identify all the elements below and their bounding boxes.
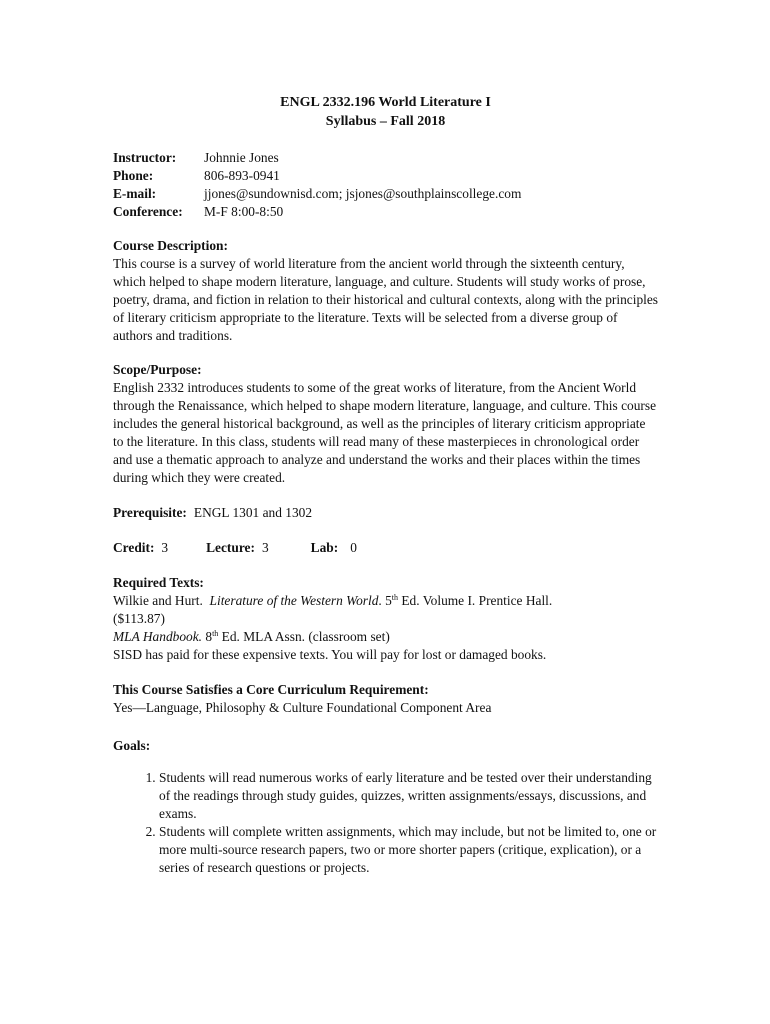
book2-edition-suffix: th: [212, 629, 219, 638]
syllabus-term: Syllabus – Fall 2018: [325, 114, 446, 129]
lecture-value: 3: [261, 540, 269, 555]
lab-label: Lab:: [310, 540, 339, 555]
book1-publisher: Ed. Volume I. Prentice Hall.: [398, 593, 553, 608]
book2-title: MLA Handbook.: [113, 629, 203, 644]
credit-label: Credit:: [113, 540, 155, 555]
info-row-conference: [113, 203, 658, 221]
book1-authors: Wilkie and Hurt.: [113, 593, 203, 608]
goal-item: 2. Students will complete written assignments, which may include, but not be limited to, one or more multi-source research papers, two or more shorter papers (critique, explication), or a series of research questions or projects.: [159, 823, 658, 877]
required-texts-heading: Required Texts:: [113, 575, 204, 590]
conference-label: Conference:: [113, 204, 183, 219]
book2-publisher: Ed. MLA Assn. (classroom set): [218, 629, 390, 644]
core-curriculum-heading: This Course Satisfies a Core Curriculum Requirement:: [113, 682, 429, 697]
goals-heading: Goals:: [113, 738, 151, 753]
goal-item: 1. Students will read numerous works of early literature and be tested over their understanding of the readings through study guides, quizzes, written assignments/essays, discussions, and exams.: [159, 769, 658, 823]
info-row-instructor: [113, 149, 658, 167]
book2-citation: [113, 628, 658, 646]
instructor-value: Johnnie Jones: [204, 150, 279, 165]
prerequisite-row: [113, 504, 658, 522]
core-curriculum-text: Yes—Language, Philosophy & Culture Foundational Component Area: [113, 700, 492, 715]
lab-value: 0: [350, 540, 357, 555]
info-row-phone: [113, 167, 658, 185]
textbook-note: SISD has paid for these expensive texts. You will pay for lost or damaged books.: [113, 647, 547, 662]
book1-edition-suffix: th: [391, 593, 399, 602]
course-description-heading: Course Description:: [113, 238, 228, 253]
credit-value: 3: [161, 540, 169, 555]
course-description-section: [113, 237, 658, 345]
info-row-email: [113, 185, 658, 203]
scope-purpose-text: English 2332 introduces students to some of the great works of literature, from the Ancient World through the Renaissance, which helped to shape modern literature, language, and culture. This course includes the general historical background, as well as the principles of literary criticism appropriate to the literature. In this class, students will read many of these masterpieces in chronological order and use a thematic approach to analyze and understand the works and their places within the times during which they were created.: [113, 380, 657, 485]
book1-edition-number: . 5: [378, 593, 392, 608]
core-curriculum-section: [113, 681, 658, 717]
instructor-label: Instructor:: [113, 150, 177, 165]
email-label: E-mail:: [113, 186, 157, 201]
course-title: ENGL 2332.196 World Literature I: [280, 95, 491, 110]
syllabus-page: [113, 93, 658, 877]
phone-label: Phone:: [113, 168, 154, 183]
conference-value: M-F 8:00-8:50: [204, 204, 284, 219]
scope-purpose-section: [113, 361, 658, 487]
instructor-info: [113, 149, 658, 221]
book1-title: Literature of the Western World: [209, 593, 379, 608]
course-description-text: This course is a survey of world literature from the ancient world through the sixteenth century, which helped to shape modern literature, language, and culture. Students will study works of prose, poetry, drama, and fiction in relation to their historical and cultural contexts, along with the principles of literary criticism appropriate to the literature. Texts will be selected from a diverse group of authors and traditions.: [113, 256, 659, 343]
required-texts-section: [113, 574, 658, 664]
prerequisite-label: Prerequisite:: [113, 505, 187, 520]
credit-row: [113, 539, 658, 557]
goals-list: [113, 769, 658, 877]
book1-price: ($113.87): [113, 611, 165, 626]
email-value: jjones@sundownisd.com; jsjones@southplainscollege.com: [204, 186, 522, 201]
goals-section: [113, 737, 658, 877]
scope-purpose-heading: Scope/Purpose:: [113, 362, 202, 377]
book2-edition-number: 8: [202, 629, 213, 644]
phone-value: 806-893-0941: [204, 168, 280, 183]
lecture-label: Lecture:: [206, 540, 255, 555]
prerequisite-value: ENGL 1301 and 1302: [193, 505, 313, 520]
book1-citation: [113, 592, 658, 610]
